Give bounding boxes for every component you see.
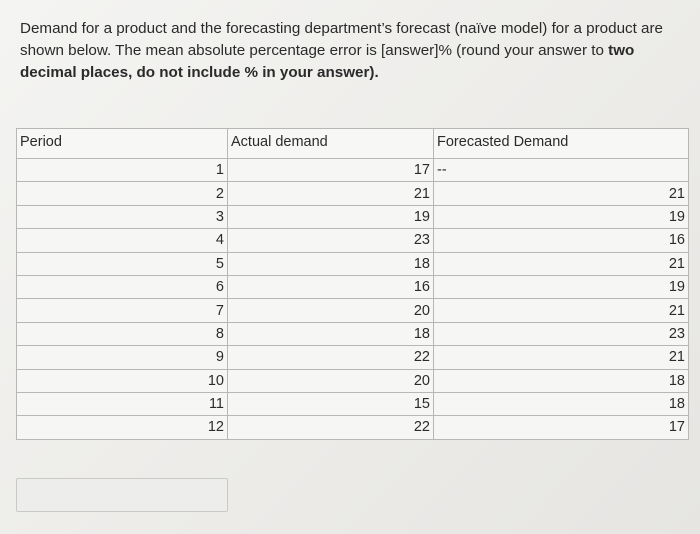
header-forecasted-demand: Forecasted Demand: [434, 129, 689, 159]
forecast-cell: 18: [434, 369, 689, 392]
header-period: Period: [17, 129, 228, 159]
period-cell: 3: [17, 205, 228, 228]
table-header-row: [17, 129, 689, 159]
forecast-cell: 21: [434, 252, 689, 275]
forecast-cell: 19: [434, 205, 689, 228]
actual-demand-cell: 19: [228, 205, 434, 228]
forecast-cell: 21: [434, 182, 689, 205]
header-actual-demand: Actual demand: [228, 129, 434, 159]
forecast-cell: 21: [434, 346, 689, 369]
period-cell: 7: [17, 299, 228, 322]
period-cell: 9: [17, 346, 228, 369]
actual-demand-cell: 23: [228, 229, 434, 252]
forecast-cell: 16: [434, 229, 689, 252]
actual-demand-cell: 16: [228, 275, 434, 298]
forecast-cell: 19: [434, 275, 689, 298]
actual-demand-cell: 15: [228, 392, 434, 415]
actual-demand-cell: 22: [228, 346, 434, 369]
forecast-cell: 23: [434, 322, 689, 345]
period-cell: 4: [17, 229, 228, 252]
actual-demand-cell: 22: [228, 416, 434, 439]
table-row: [17, 322, 689, 345]
table-row: [17, 392, 689, 415]
forecast-cell: 18: [434, 392, 689, 415]
period-cell: 11: [17, 392, 228, 415]
actual-demand-cell: 18: [228, 322, 434, 345]
table-row: [17, 416, 689, 439]
actual-demand-cell: 18: [228, 252, 434, 275]
question-prompt: Demand for a product and the forecasting department’s forecast (naïve model) for a product are shown below. The mean absolute percentage error is [answer]% (round your answer to: [20, 20, 664, 59]
period-cell: 12: [17, 416, 228, 439]
table-row: [17, 346, 689, 369]
actual-demand-cell: 21: [228, 182, 434, 205]
actual-demand-cell: 17: [228, 159, 434, 182]
table-row: [17, 159, 689, 182]
table-row: [17, 229, 689, 252]
period-cell: 8: [17, 322, 228, 345]
forecast-cell: --: [434, 159, 689, 182]
table-row: [17, 182, 689, 205]
period-cell: 5: [17, 252, 228, 275]
table-row: [17, 275, 689, 298]
period-cell: 1: [17, 159, 228, 182]
forecast-cell: 17: [434, 416, 689, 439]
table-row: [17, 205, 689, 228]
period-cell: 10: [17, 369, 228, 392]
actual-demand-cell: 20: [228, 369, 434, 392]
forecast-cell: 21: [434, 299, 689, 322]
period-cell: 6: [17, 275, 228, 298]
demand-forecast-table: [16, 128, 689, 440]
period-cell: 2: [17, 182, 228, 205]
question-instruction: two decimal places, do not include % in your answer).: [20, 42, 635, 81]
actual-demand-cell: 20: [228, 299, 434, 322]
answer-input[interactable]: [16, 478, 228, 512]
table-row: [17, 299, 689, 322]
table-row: [17, 369, 689, 392]
table-row: [17, 252, 689, 275]
question-text: [20, 18, 692, 84]
